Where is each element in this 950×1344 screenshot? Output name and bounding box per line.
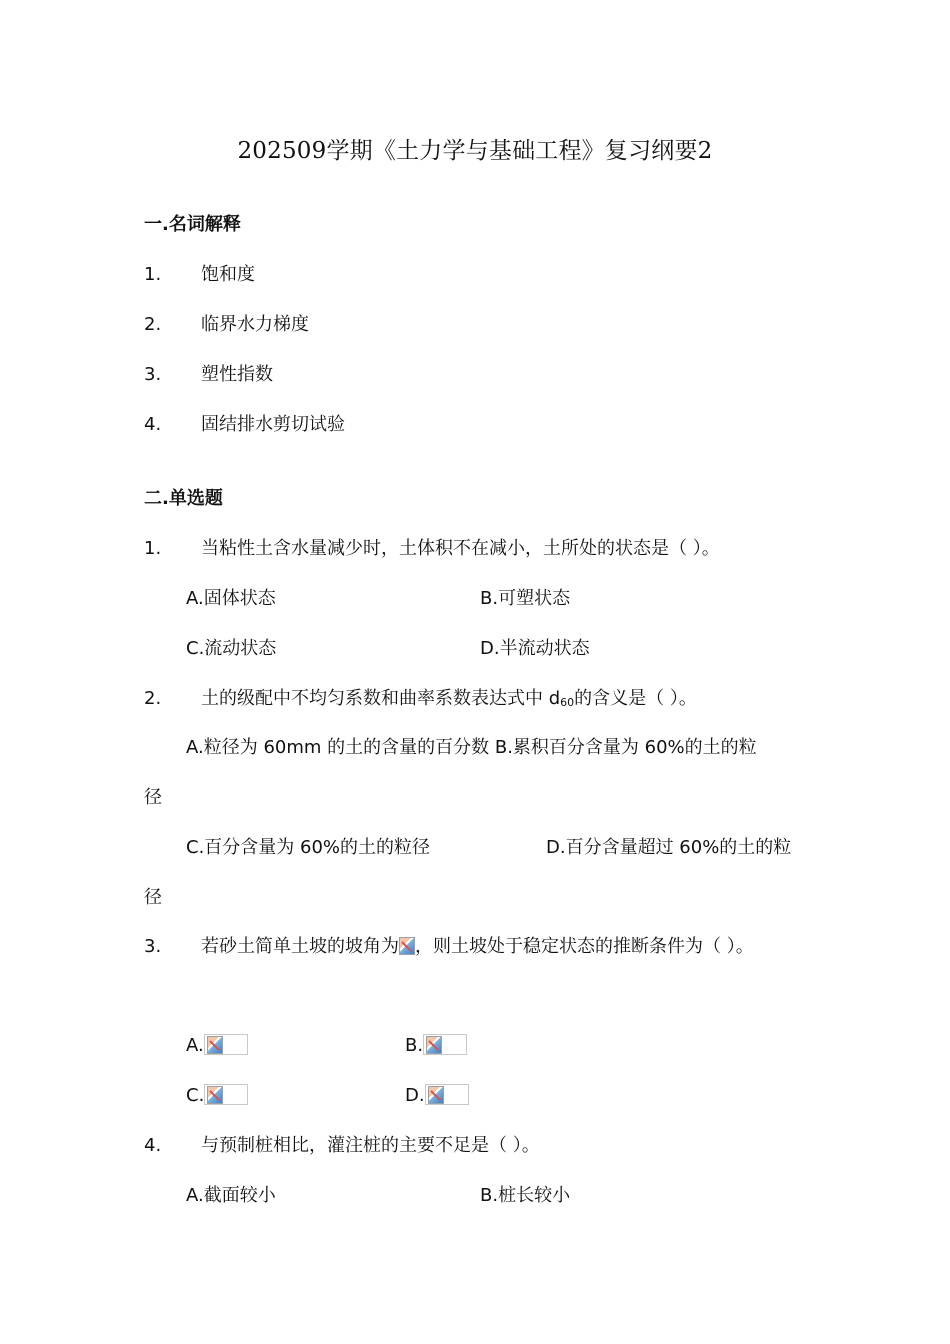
question-text: 当粘性土含水量减少时，土体积不在减小，土所处的状态是（ ）。 — [201, 538, 720, 559]
option-a — [186, 1033, 248, 1059]
question-text-part: 土的级配中不均匀系数和曲率系数表达式中 d — [201, 688, 561, 709]
broken-image-icon — [207, 1036, 223, 1054]
image-placeholder — [425, 1084, 469, 1105]
question-number: 3. — [144, 936, 162, 957]
term-number: 3. — [144, 364, 162, 385]
option-c — [186, 1083, 248, 1109]
option-label: B. — [405, 1035, 424, 1056]
term-text: 饱和度 — [201, 264, 255, 285]
broken-image-icon — [207, 1086, 223, 1104]
option-d: D.半流动状态 — [480, 638, 590, 659]
question-text — [201, 934, 754, 960]
option-b — [405, 1033, 467, 1059]
question-number: 1. — [144, 538, 162, 559]
broken-image-icon — [426, 1036, 442, 1054]
option-a: A.截面较小 — [186, 1185, 276, 1206]
term-text: 塑性指数 — [201, 364, 273, 385]
image-placeholder — [204, 1084, 248, 1105]
option-wrap: 径 — [144, 787, 162, 808]
question-text-part: 若砂土简单土坡的坡角为 — [201, 936, 399, 957]
section-heading-terms: 一.名词解释 — [144, 214, 241, 235]
option-c: C.流动状态 — [186, 638, 277, 659]
question-number: 4. — [144, 1135, 162, 1156]
option-a: A.固体状态 — [186, 588, 276, 609]
broken-image-icon — [399, 937, 415, 955]
document-title: 202509学期《土力学与基础工程》复习纲要2 — [237, 138, 713, 164]
image-placeholder — [423, 1034, 467, 1055]
option-label: A. — [186, 1035, 204, 1056]
question-number: 2. — [144, 688, 162, 709]
option-label: D. — [405, 1085, 425, 1106]
broken-image-icon — [428, 1086, 444, 1104]
term-text: 临界水力梯度 — [201, 314, 309, 335]
question-text: 与预制桩相比，灌注桩的主要不足是（ ）。 — [201, 1135, 540, 1156]
term-number: 2. — [144, 314, 162, 335]
option-b: B.可塑状态 — [480, 588, 571, 609]
question-text-part: ，则土坡处于稳定状态的推断条件为（ ）。 — [415, 936, 754, 957]
option-d — [405, 1083, 469, 1109]
image-placeholder — [204, 1034, 248, 1055]
section-heading-single-choice: 二.单选题 — [144, 488, 223, 509]
question-text — [201, 686, 697, 716]
term-number: 1. — [144, 264, 162, 285]
option-c: C.百分含量为 60%的土的粒径 — [186, 837, 431, 858]
question-text-part: 的含义是（ ）。 — [574, 688, 697, 709]
term-number: 4. — [144, 414, 162, 435]
option-ab-line: A.粒径为 60mm 的土的含量的百分数 B.累积百分含量为 60%的土的粒 — [186, 737, 757, 758]
subscript: 60 — [560, 696, 575, 709]
option-label: C. — [186, 1085, 205, 1106]
option-b: B.桩长较小 — [480, 1185, 571, 1206]
option-wrap: 径 — [144, 887, 162, 908]
option-d: D.百分含量超过 60%的土的粒 — [546, 837, 792, 858]
term-text: 固结排水剪切试验 — [201, 414, 345, 435]
